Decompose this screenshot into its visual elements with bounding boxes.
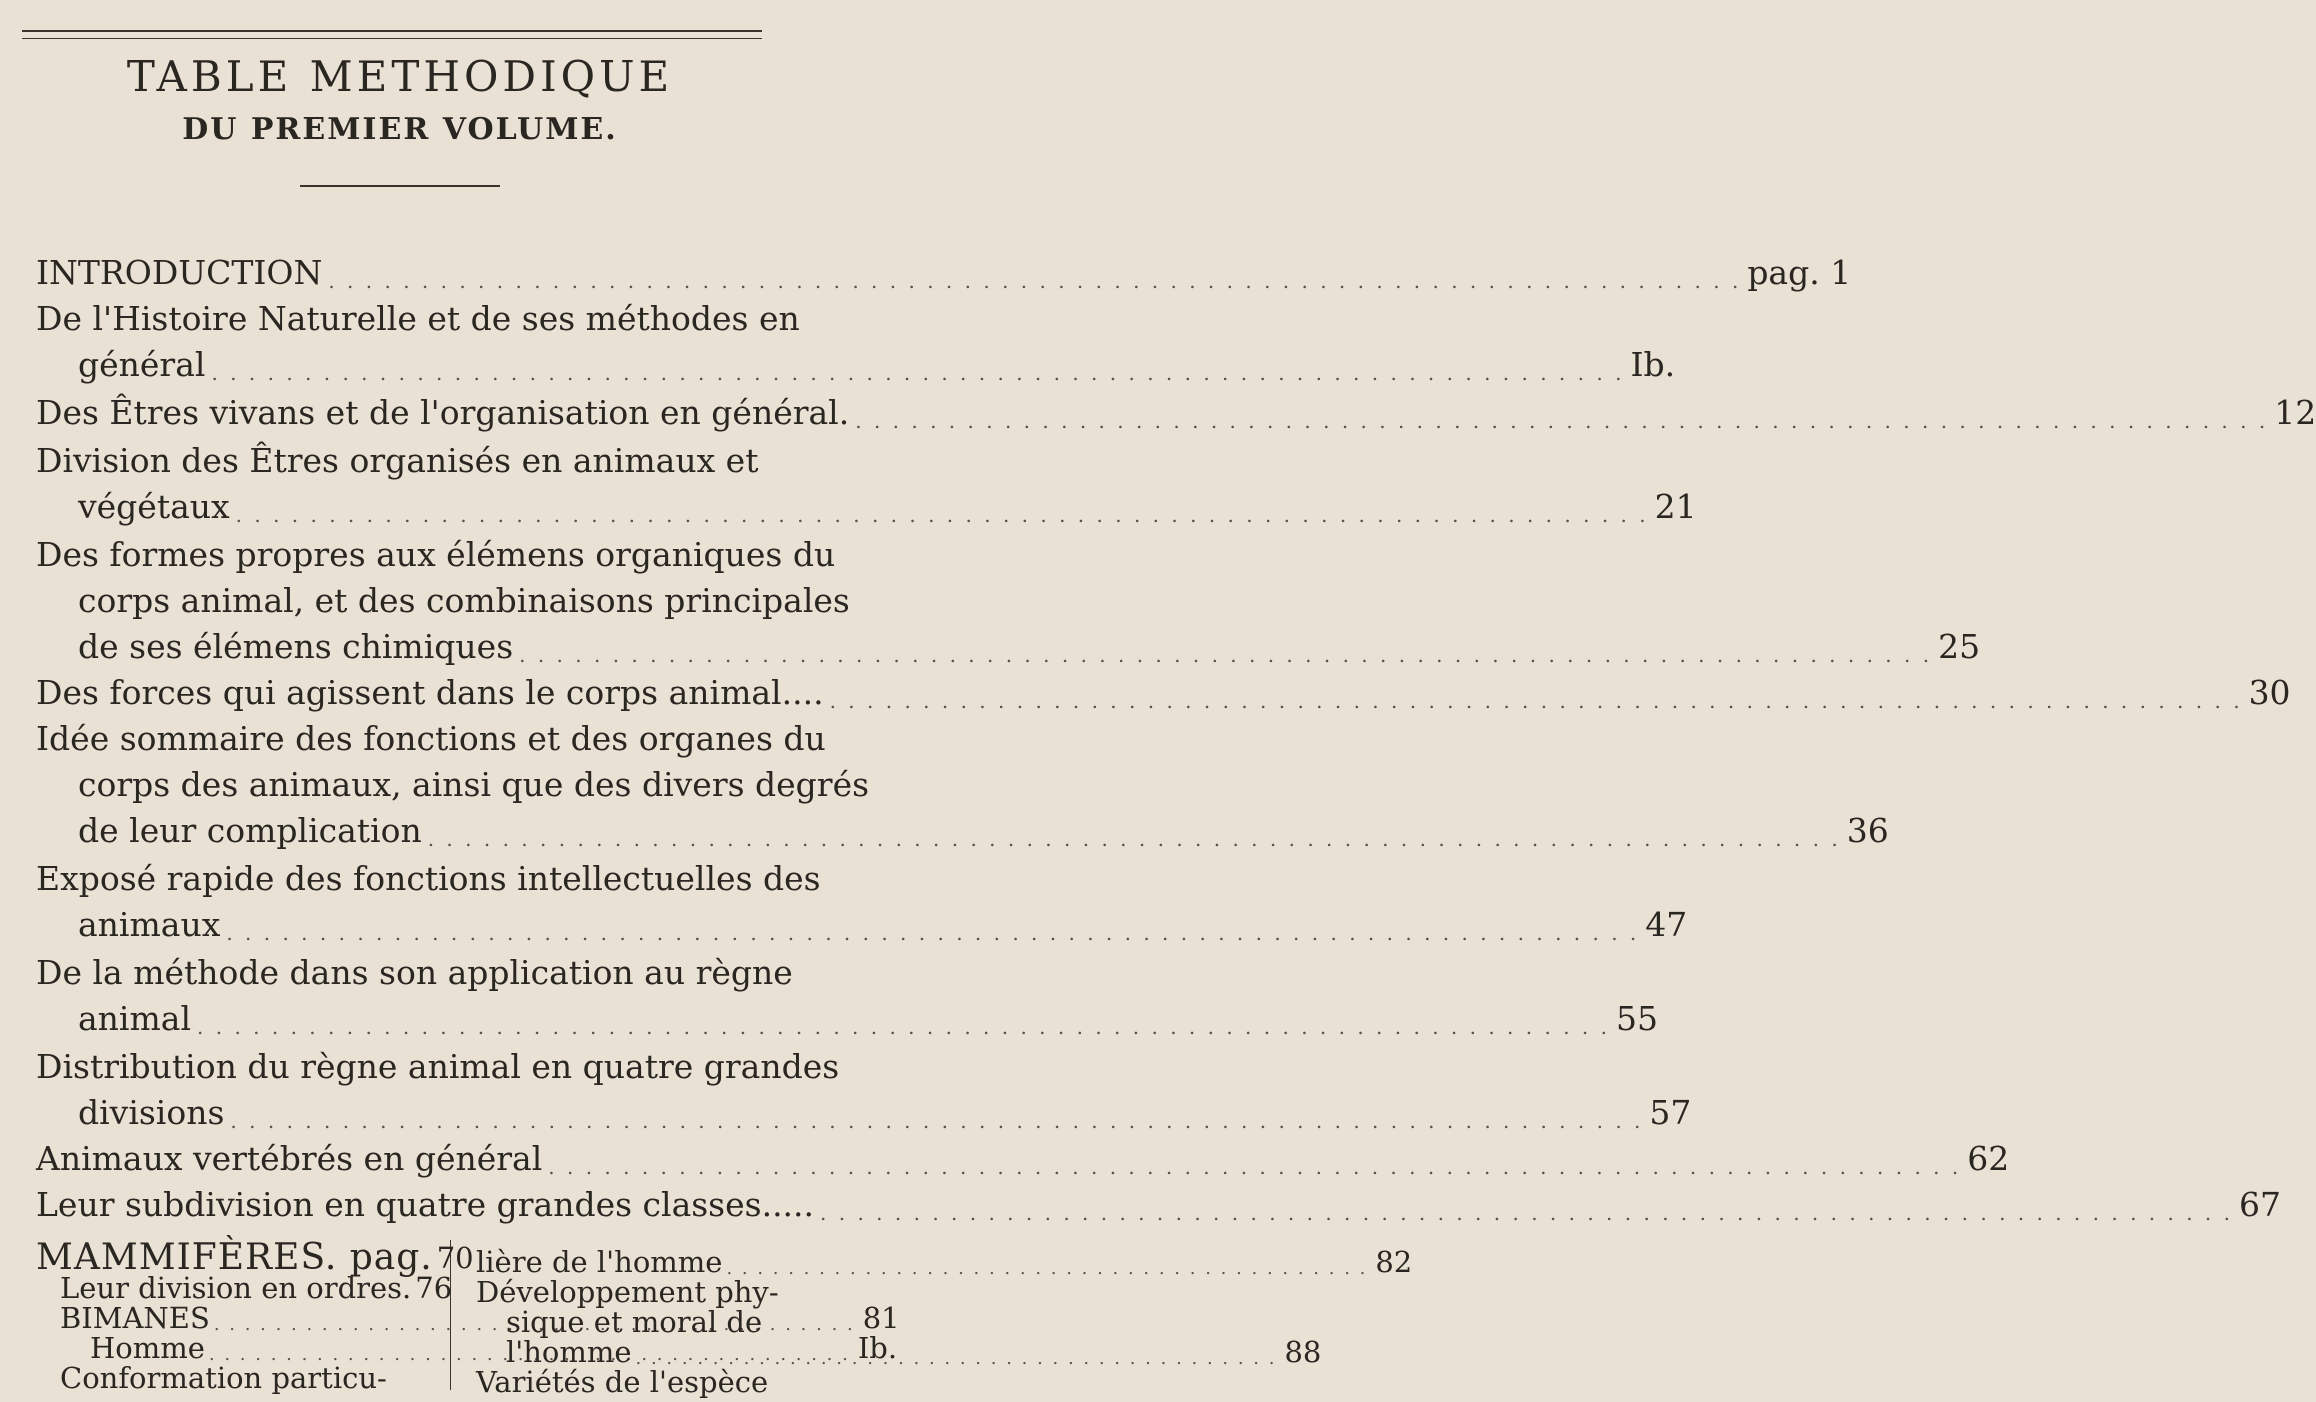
right-column-line: Variétés de l'espèce [476,1365,769,1399]
toc-line: Exposé rapide des fonctions intellectuelles des [36,859,821,898]
right-column-line: sique et moral de [506,1305,763,1339]
toc-line: Division des Êtres organisés en animaux et [36,441,759,480]
page-subtitle: DU PREMIER VOLUME. [182,112,618,147]
toc-line: INTRODUCTION . . . pag. 1 [36,250,756,296]
ornamental-rule [300,185,500,187]
toc-line: Idée sommaire des fonctions et des organes du [36,719,826,758]
top-rule [22,30,762,39]
toc-line: Des formes propres aux élémens organiques du [36,535,836,574]
toc-line: animal . . . 55 [78,996,756,1042]
right-column-line: lière de l'homme . . . 82 [476,1242,762,1282]
left-column-line: Homme . . . Ib. [90,1328,436,1368]
toc-line: Leur subdivision en quatre grandes classes..... . . . 67 [36,1182,756,1228]
left-column-line: MAMMIFÈRES. pag. 70 [36,1237,474,1278]
toc-line: végétaux . . . 21 [78,484,756,530]
toc-line: Animaux vertébrés en général . . . 62 [36,1136,756,1182]
right-column-line: Développement phy- [476,1275,779,1309]
left-column-line: BIMANES . . . 81 [60,1298,436,1338]
toc-line: général . . . Ib. [78,342,756,388]
page-title: TABLE METHODIQUE [126,52,674,101]
toc-line: de ses élémens chimiques . . . 25 [78,624,756,670]
toc-line: De l'Histoire Naturelle et de ses méthodes en [36,299,800,338]
left-column-line: Conformation particu- [60,1361,387,1395]
toc-line: corps animal, et des combinaisons principales [78,581,850,620]
toc-line: animaux . . . 47 [78,902,756,948]
toc-line: Distribution du règne animal en quatre grandes [36,1047,840,1086]
toc-line: de leur complication . . . 36 [78,808,756,854]
toc-line: De la méthode dans son application au règne [36,953,793,992]
toc-line: Des Êtres vivans et de l'organisation en général. . . . 12 [36,390,756,436]
toc-line: corps des animaux, ainsi que des divers degrés [78,765,870,804]
toc-line: divisions . . . 57 [78,1090,756,1136]
toc-line: Des forces qui agissent dans le corps animal.... . . . 30 [36,670,756,716]
left-column-line: Leur division en ordres. 76 [60,1271,453,1305]
right-column-line: l'homme . . . 88 [506,1332,762,1372]
